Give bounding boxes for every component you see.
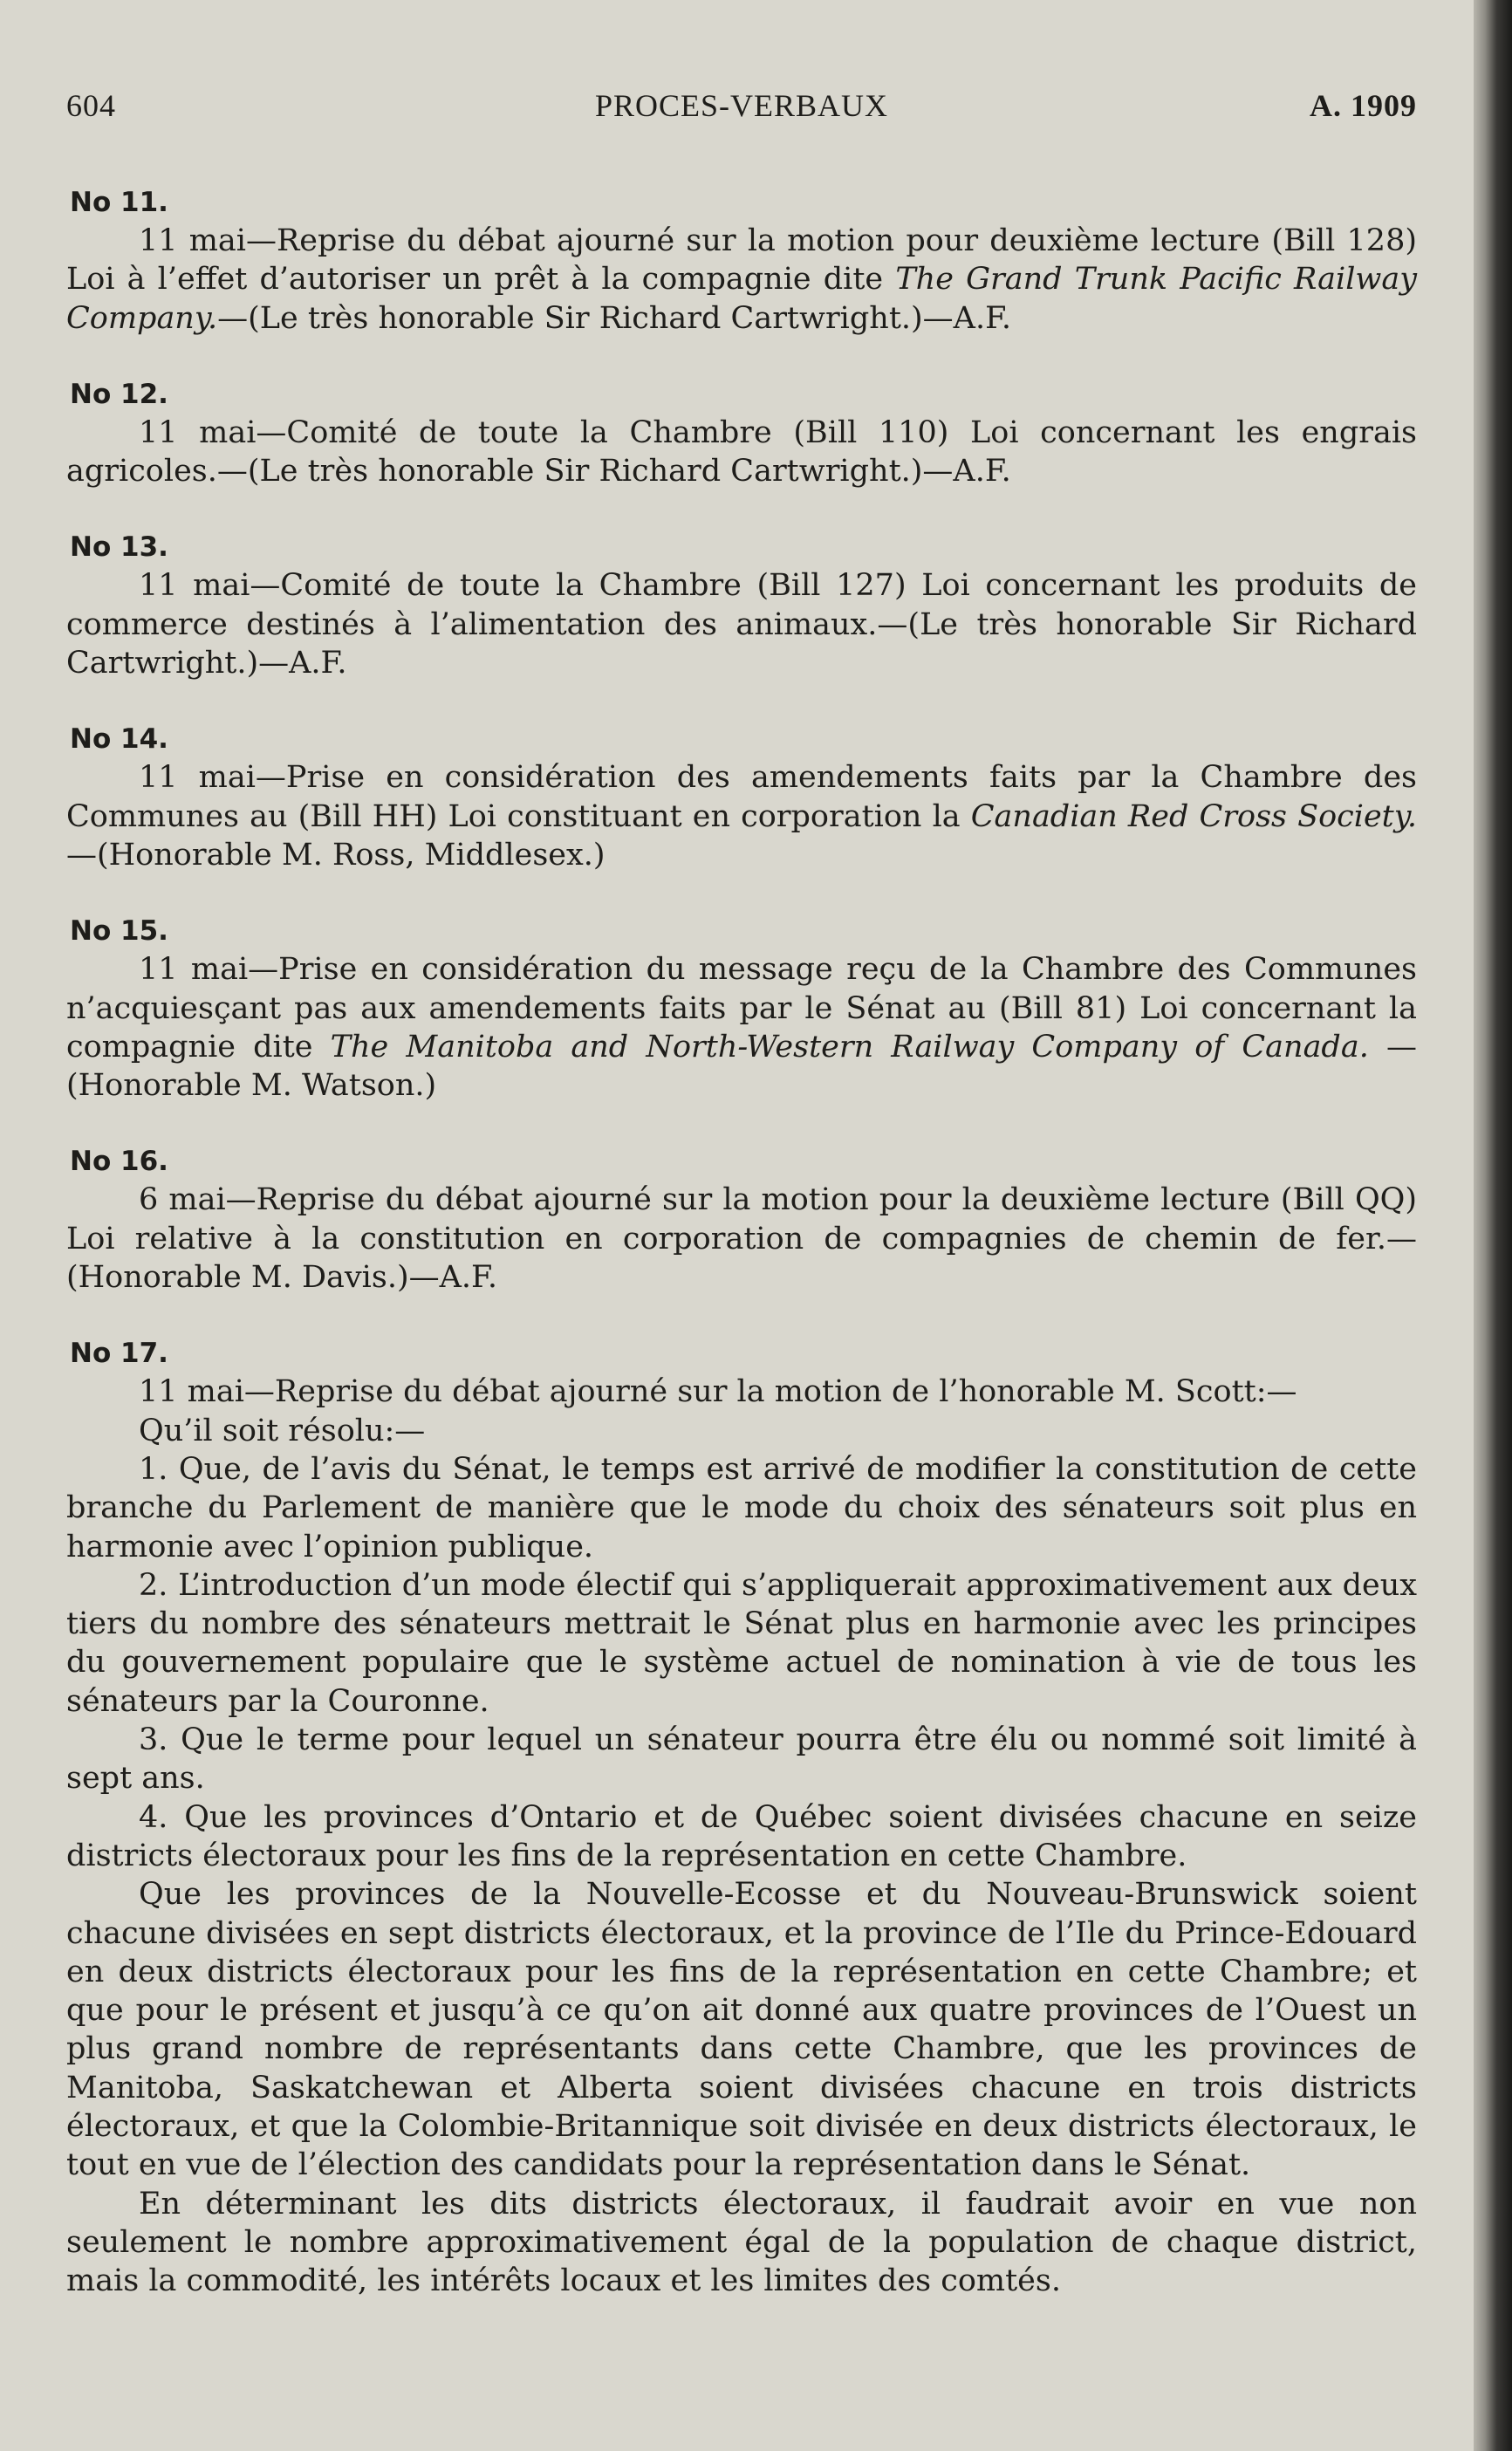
entry-number: No 11.: [70, 187, 168, 218]
italic-title-text: The Manitoba and North-Western Railway Company of Canada.: [330, 1029, 1369, 1065]
paragraph-text: 11 mai—Reprise du débat ajourné sur la motion pour deuxième lecture (Bill 128) Loi à l’effet d’autoriser un prêt à la compagnie dite: [66, 223, 1417, 298]
entry-item: [66, 914, 1417, 1105]
entry-paragraph: [66, 1875, 1417, 2184]
entry-item: [66, 722, 1417, 874]
paragraph-text: 11 mai—Comité de toute la Chambre (Bill 110) Loi concernant les engrais agricoles.—(Le très honorable Sir Richard Cartwright.)—A.F.: [66, 414, 1417, 490]
entry-paragraph: [66, 758, 1417, 874]
entry-paragraph: [66, 1450, 1417, 1566]
entry-paragraph: [66, 222, 1417, 338]
paragraph-text: Que les provinces de la Nouvelle-Ecosse et du Nouveau-Brunswick soient chacune divisées en sept districts électoraux, et la province de l’Ile du Prince-Edouard en deux districts électoraux pour les fins de la représentation en cette Chambre; et que pour le présent et jusqu’à ce qu’on ait donné aux quatre provinces de l’Ouest un plus grand nombre de représentants dans cette Chambre, que les provinces de Manitoba, Saskatchewan et Alberta soient divisées chacune en trois districts électoraux, et que la Colombie-Britannique soit divisée en deux districts électoraux, le tout en vue de l’élection des candidats pour la représentation dans le Sénat.: [66, 1877, 1417, 2183]
entry-item: [66, 1144, 1417, 1297]
document-page: [66, 0, 1417, 2451]
running-title: PROCES-VERBAUX: [594, 88, 889, 123]
entry-number: No 13.: [70, 531, 168, 564]
paragraph-text: 6 mai—Reprise du débat ajourné sur la motion pour la deuxième lecture (Bill QQ) Loi relative à la constitution en corporation de compagnies de chemin de fer.—(Honorable M. Davis.)—A.F.: [66, 1182, 1417, 1296]
entry-number: No 14.: [70, 723, 168, 756]
paragraph-text: 3. Que le terme pour lequel un sénateur pourra être élu ou nommé soit limité à sept ans.: [66, 1722, 1417, 1797]
paragraph-text: En déterminant les dits districts électoraux, il faudrait avoir en vue non seulement le nombre approximativement égal de la population de chaque district, mais la commodité, les intérêts locaux et les limites des comtés.: [66, 2186, 1417, 2299]
entry-paragraph: [66, 414, 1417, 491]
entry-paragraph: [66, 1566, 1417, 1721]
paragraph-text: Qu’il soit résolu:—: [139, 1413, 426, 1448]
entry-paragraph: [66, 1412, 1417, 1450]
paragraph-text: —(Le très honorable Sir Richard Cartwright.)—A.F.: [217, 300, 1012, 336]
paragraph-text: 1. Que, de l’avis du Sénat, le temps est arrivé de modifier la constitution de cette branche du Parlement de manière que le mode du choix des sénateurs soit plus en harmonie avec l’opinion publique.: [66, 1451, 1417, 1564]
entry-paragraph: [66, 1181, 1417, 1297]
entry-item: [66, 185, 1417, 338]
page-number: 604: [66, 88, 116, 123]
entry-paragraph: [66, 950, 1417, 1105]
paragraph-text: —(Honorable M. Ross, Middlesex.): [66, 837, 605, 873]
year-label: A. 1909: [1310, 88, 1417, 123]
paragraph-text: 2. L’introduction d’un mode électif qui s’appliquerait approximativement aux deux tiers du nombre des sénateurs mettrait le Sénat plus en harmonie avec les principes du gouvernement populaire que le système actuel de nomination à vie de tous les sénateurs par la Couronne.: [66, 1567, 1417, 1719]
entry-paragraph: [66, 1798, 1417, 1876]
entry-paragraph: [66, 1373, 1417, 1411]
page-header: [66, 87, 1417, 131]
entry-number: No 15.: [70, 915, 168, 948]
entry-item: [66, 530, 1417, 682]
italic-title-text: Canadian Red Cross Society.: [970, 798, 1417, 834]
paragraph-text: 11 mai—Reprise du débat ajourné sur la motion de l’honorable M. Scott:—: [139, 1374, 1297, 1410]
entry-paragraph: [66, 1721, 1417, 1798]
entry-paragraph: [66, 2185, 1417, 2301]
paragraph-text: 4. Que les provinces d’Ontario et de Québec soient divisées chacune en seize districts électoraux pour les fins de la représentation en cette Chambre.: [66, 1799, 1417, 1873]
entry-number: No 12.: [70, 378, 168, 410]
paragraph-text: 11 mai—Prise en considération des amendements faits par la Chambre des Communes au (Bill HH) Loi constituant en corporation la: [66, 760, 1417, 834]
entry-number: No 17.: [70, 1338, 168, 1370]
entry-item: [66, 377, 1417, 491]
entry-number: No 16.: [70, 1146, 168, 1178]
italic-title-text: The Grand Trunk Pacific Railway Company.: [66, 262, 1417, 336]
page-body: [66, 185, 1417, 2339]
entry-item: [66, 1336, 1417, 2300]
entry-paragraph: [66, 566, 1417, 682]
book-spine-shadow: [1474, 0, 1512, 2451]
paragraph-text: 11 mai—Prise en considération du message reçu de la Chambre des Communes n’acquiesçant pas aux amendements faits par le Sénat au (Bill 81) Loi concernant la compagnie dite: [66, 952, 1417, 1065]
paragraph-text: 11 mai—Comité de toute la Chambre (Bill 127) Loi concernant les produits de commerce destinés à l’alimentation des animaux.—(Le très honorable Sir Richard Cartwright.)—A.F.: [66, 568, 1417, 681]
paragraph-text: —(Honorable M. Watson.): [66, 1029, 1417, 1104]
